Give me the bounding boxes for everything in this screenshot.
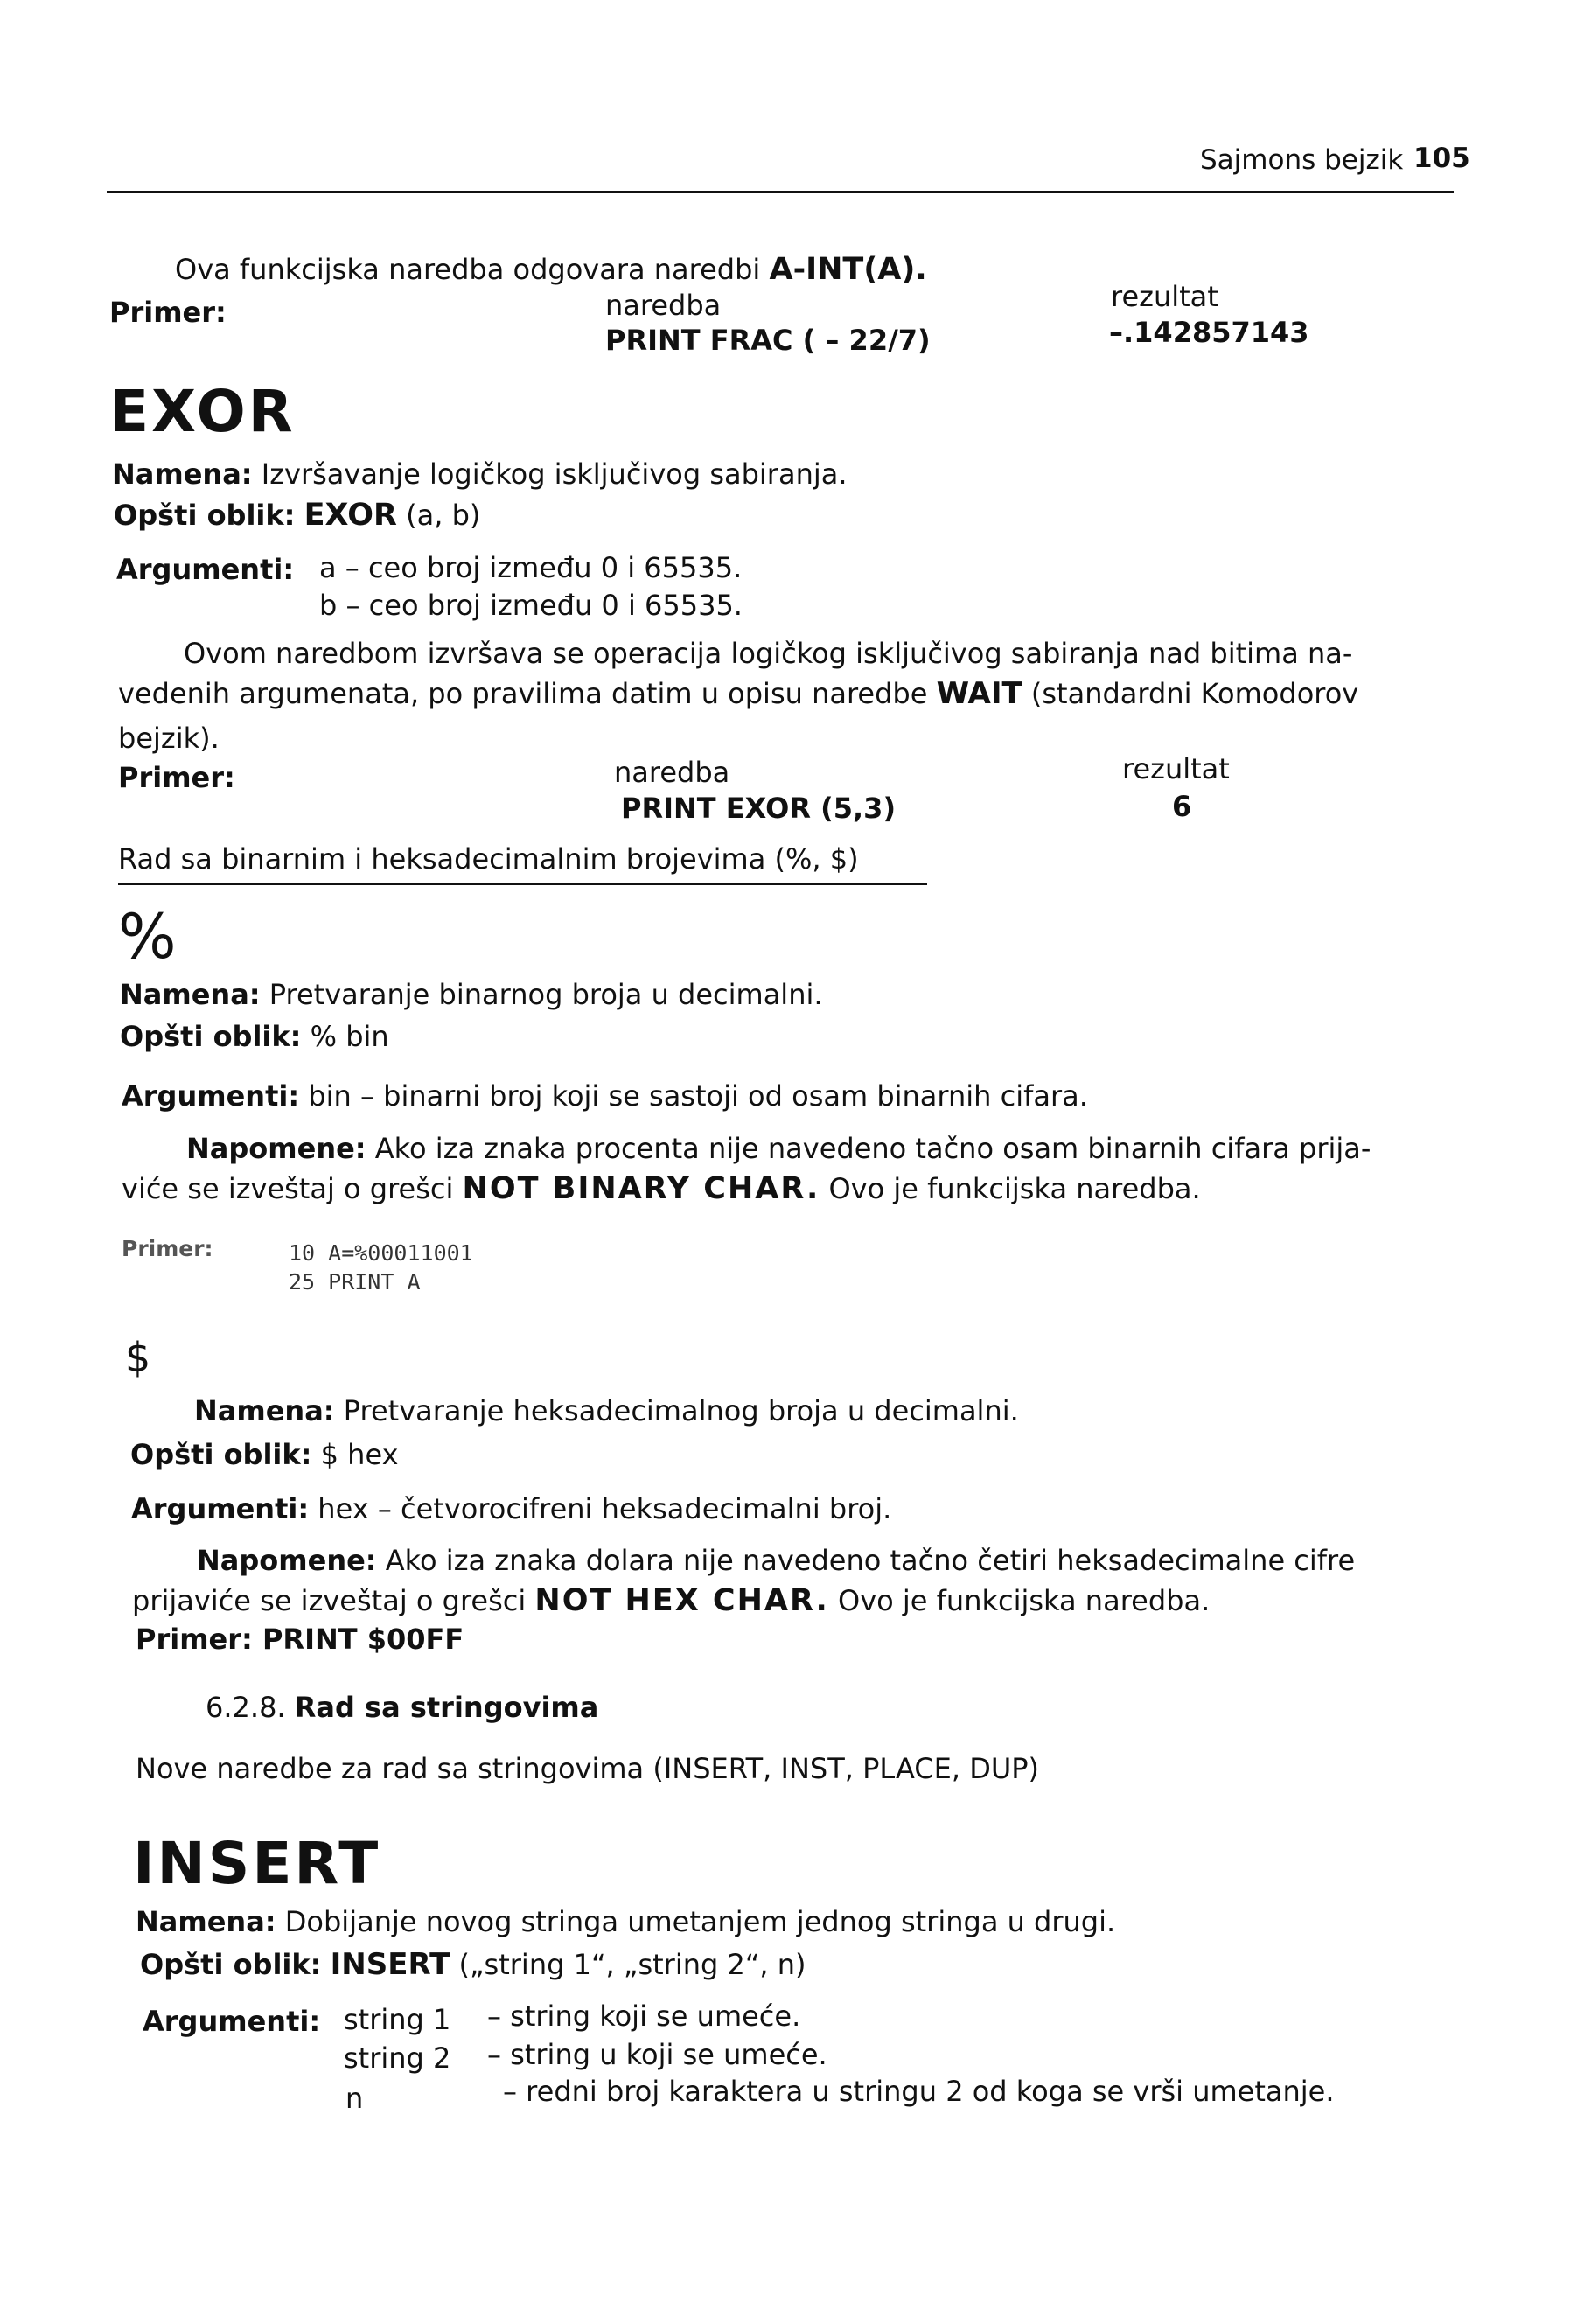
percent-example-label: Primer: — [122, 1236, 213, 1261]
insert-form-keyword: INSERT — [330, 1947, 450, 1982]
percent-code-2: 25 PRINT A — [289, 1269, 421, 1295]
dollar-form-text: $ hex — [320, 1438, 399, 1471]
exor-form-args: (a, b) — [406, 499, 481, 532]
exor-desc-keyword: WAIT — [936, 676, 1022, 711]
running-title: Sajmons bejzik — [1200, 144, 1404, 176]
dollar-note-label: Napomene: — [197, 1544, 377, 1577]
percent-note-1 — [186, 1132, 1371, 1165]
intro-command-label: naredba — [605, 289, 722, 322]
insert-form — [140, 1947, 806, 1982]
percent-note-2 — [122, 1171, 1201, 1206]
insert-title: INSERT — [133, 1830, 381, 1897]
percent-note-2a: viće se izveštaj o grešci — [122, 1172, 463, 1205]
percent-args-label: Argumenti: — [122, 1079, 300, 1113]
binhex-heading: Rad sa binarnim i heksadecimalnim brojevima (%, $) — [118, 842, 859, 876]
insert-arg3-desc: – redni broj karaktera u stringu 2 od koga se vrši umetanje. — [503, 2075, 1335, 2108]
percent-note-error: NOT BINARY CHAR. — [462, 1171, 820, 1206]
exor-arg-b: b – ceo broj između 0 i 65535. — [319, 589, 743, 622]
insert-arg2-desc: – string u koji se umeće. — [487, 2038, 827, 2071]
intro-keyword: A-INT(A). — [769, 252, 927, 287]
section-number: 6.2.8. — [206, 1691, 286, 1724]
exor-result-label: rezultat — [1122, 752, 1230, 785]
dollar-note-error: NOT HEX CHAR. — [534, 1583, 829, 1618]
percent-purpose-text: Pretvaranje binarnog broja u decimalni. — [269, 978, 823, 1011]
percent-note-label: Napomene: — [186, 1132, 366, 1165]
insert-arg1-desc: – string koji se umeće. — [487, 1999, 801, 2033]
dollar-purpose-label: Namena: — [194, 1394, 335, 1427]
intro-example-label: Primer: — [109, 296, 227, 329]
dollar-args — [131, 1492, 891, 1525]
insert-purpose-text: Dobijanje novog stringa umetanjem jednog stringa u drugi. — [284, 1905, 1116, 1938]
insert-args-label: Argumenti: — [143, 2005, 321, 2038]
dollar-note-2 — [132, 1583, 1210, 1618]
exor-desc-2c: (standardni Komodorov — [1022, 677, 1359, 710]
dollar-args-label: Argumenti: — [131, 1492, 310, 1525]
insert-arg3-name: n — [345, 2082, 364, 2115]
intro-result-label: rezultat — [1111, 280, 1218, 313]
dollar-example-label: Primer: — [136, 1623, 253, 1656]
dollar-purpose-text: Pretvaranje heksadecimalnog broja u decimalni. — [343, 1394, 1019, 1427]
section-desc: Nove naredbe za rad sa stringovima (INSERT, INST, PLACE, DUP) — [136, 1752, 1040, 1785]
exor-desc-1: Ovom naredbom izvršava se operacija logičkog isključivog sabiranja nad bitima na- — [184, 637, 1353, 670]
percent-title: % — [118, 901, 177, 973]
intro-result: –.142857143 — [1109, 316, 1309, 349]
page-number: 105 — [1413, 143, 1470, 174]
dollar-note-2a: prijaviće se izveštaj o grešci — [132, 1584, 535, 1617]
exor-desc-2a: vedenih argumenata, po pravilima datim u opisu naredbe — [118, 677, 937, 710]
percent-note-text: Ako iza znaka procenta nije navedeno tačno osam binarnih cifara prija- — [374, 1132, 1371, 1165]
dollar-example — [136, 1623, 464, 1656]
exor-title: EXOR — [109, 378, 296, 445]
binhex-rule — [118, 883, 927, 885]
dollar-purpose — [194, 1394, 1019, 1427]
exor-desc-2 — [118, 676, 1358, 711]
exor-args-label: Argumenti: — [116, 553, 295, 586]
dollar-form — [130, 1438, 399, 1471]
section-heading — [206, 1691, 598, 1724]
dollar-note-1 — [197, 1544, 1355, 1577]
dollar-form-label: Opšti oblik: — [130, 1438, 312, 1471]
insert-form-label: Opšti oblik: — [140, 1948, 322, 1981]
percent-form — [120, 1020, 389, 1053]
insert-purpose — [136, 1905, 1115, 1938]
exor-purpose — [112, 457, 848, 491]
insert-arg1-name: string 1 — [344, 2003, 451, 2036]
intro-line — [175, 252, 927, 287]
percent-purpose-label: Namena: — [120, 978, 261, 1011]
exor-command: PRINT EXOR (5,3) — [621, 792, 897, 825]
percent-args — [122, 1079, 1088, 1113]
insert-form-args: („string 1“, „string 2“, n) — [458, 1948, 806, 1981]
exor-command-label: naredba — [614, 756, 730, 789]
exor-form-label: Opšti oblik: — [114, 499, 296, 532]
dollar-note-2c: Ovo je funkcijska naredba. — [828, 1584, 1211, 1617]
exor-result: 6 — [1172, 790, 1192, 823]
percent-form-label: Opšti oblik: — [120, 1020, 302, 1053]
exor-desc-3: bejzik). — [118, 722, 220, 755]
dollar-example-code: PRINT $00FF — [262, 1623, 464, 1656]
dollar-args-text: hex – četvorocifreni heksadecimalni broj. — [318, 1492, 892, 1525]
exor-example-label: Primer: — [118, 761, 235, 794]
insert-purpose-label: Namena: — [136, 1905, 276, 1938]
percent-note-2c: Ovo je funkcijska naredba. — [820, 1172, 1201, 1205]
section-title: Rad sa stringovima — [294, 1691, 599, 1724]
insert-arg2-name: string 2 — [344, 2041, 451, 2075]
dollar-note-text: Ako iza znaka dolara nije navedeno tačno četiri heksadecimalne cifre — [385, 1544, 1356, 1577]
dollar-title: $ — [125, 1334, 151, 1381]
exor-form — [114, 498, 480, 533]
exor-purpose-text: Izvršavanje logičkog isključivog sabiranja. — [261, 457, 848, 491]
exor-form-keyword: EXOR — [304, 498, 397, 533]
percent-args-text: bin – binarni broj koji se sastoji od osam binarnih cifara. — [308, 1079, 1088, 1113]
exor-arg-a: a – ceo broj između 0 i 65535. — [319, 551, 743, 584]
percent-code-1: 10 A=%00011001 — [289, 1240, 473, 1266]
header-rule — [107, 191, 1454, 193]
intro-command: PRINT FRAC ( – 22/7) — [605, 324, 931, 357]
exor-purpose-label: Namena: — [112, 457, 253, 491]
percent-purpose — [120, 978, 823, 1011]
intro-text: Ova funkcijska naredba odgovara naredbi — [175, 253, 770, 286]
percent-form-text: % bin — [310, 1020, 389, 1053]
